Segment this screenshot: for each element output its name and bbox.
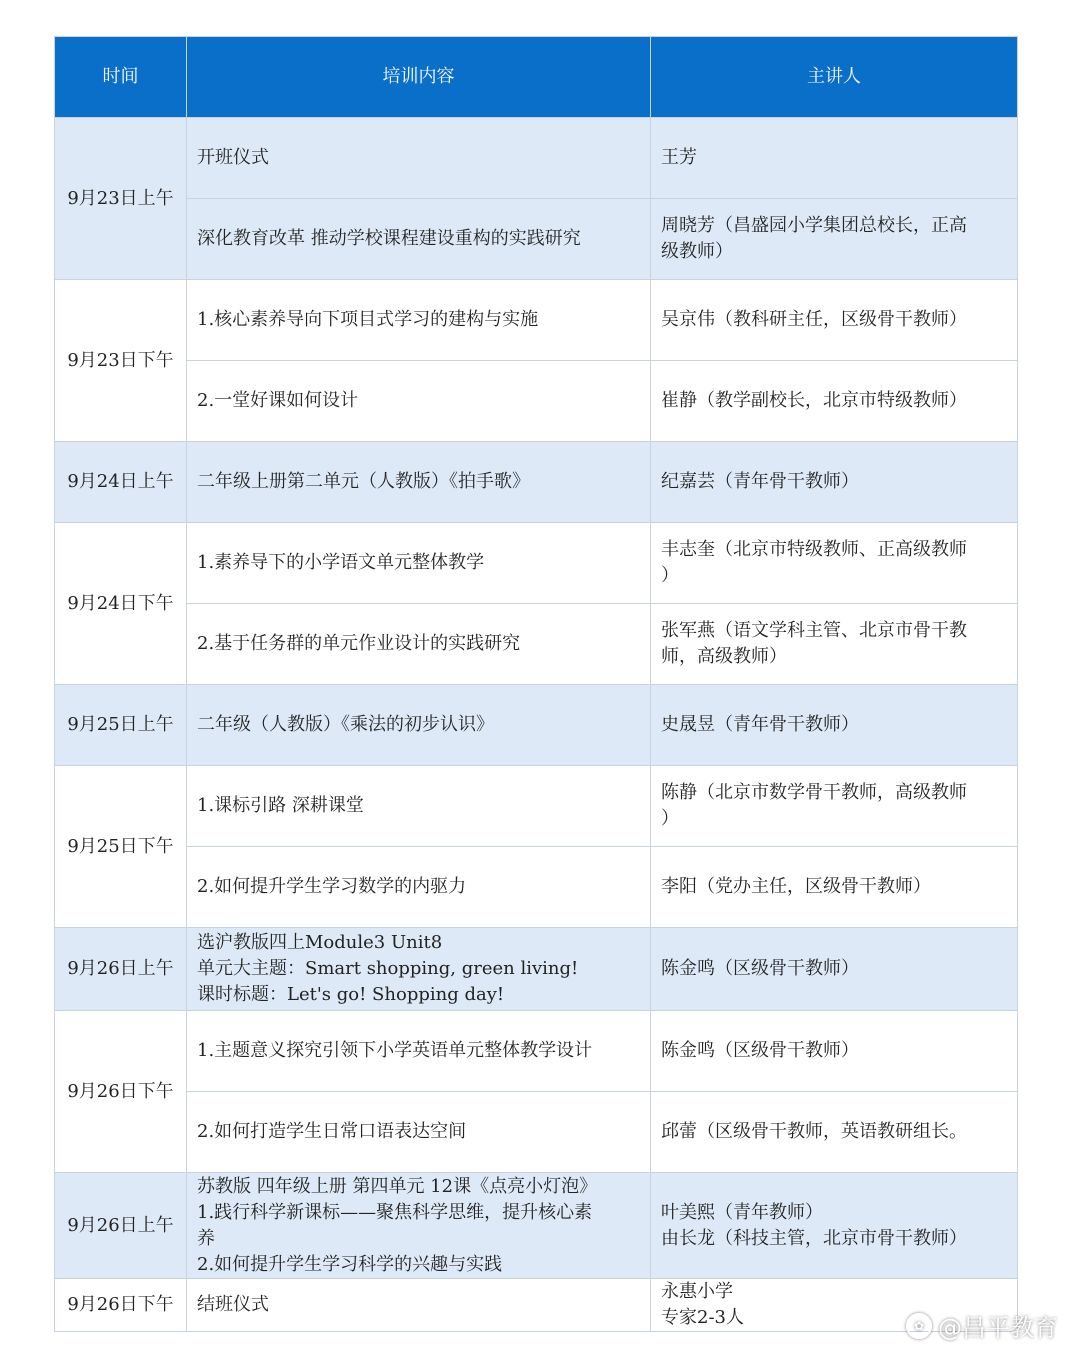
speaker-line: ） — [661, 808, 679, 829]
time-cell: 9月23日下午 — [55, 280, 187, 442]
training-schedule-table — [54, 36, 1018, 1332]
content-cell — [187, 361, 651, 442]
schedule-body — [55, 118, 1018, 1332]
content-line: 单元大主题：Smart shopping, green living! — [197, 958, 579, 979]
content-cell — [187, 766, 651, 847]
header-content: 培训内容 — [187, 37, 651, 118]
content-line: 2.如何提升学生学习数学的内驱力 — [197, 876, 467, 897]
content-line: 课时标题：Let's go! Shopping day! — [197, 984, 505, 1005]
time-cell: 9月23日上午 — [55, 118, 187, 280]
speaker-cell — [651, 523, 1018, 604]
time-cell: 9月26日上午 — [55, 1173, 187, 1279]
speaker-line: 陈静（北京市数学骨干教师，高级教师 — [661, 782, 967, 803]
content-line: 1.核心素养导向下项目式学习的建构与实施 — [197, 309, 539, 330]
content-line: 2.基于任务群的单元作业设计的实践研究 — [197, 633, 521, 654]
speaker-line: 周晓芳（昌盛园小学集团总校长，正高 — [661, 215, 967, 236]
content-cell — [187, 442, 651, 523]
speaker-line: 陈金鸣（区级骨干教师） — [661, 1040, 859, 1061]
table-row — [55, 847, 1018, 928]
content-cell — [187, 199, 651, 280]
flower-logo-icon: ✿ — [906, 1313, 932, 1339]
speaker-line: ） — [661, 565, 679, 586]
speaker-cell — [651, 766, 1018, 847]
speaker-cell — [651, 1011, 1018, 1092]
speaker-cell — [651, 361, 1018, 442]
content-cell — [187, 1011, 651, 1092]
table-row — [55, 199, 1018, 280]
content-cell — [187, 928, 651, 1011]
content-cell — [187, 1279, 651, 1332]
watermark — [906, 1308, 1058, 1343]
header-speaker: 主讲人 — [651, 37, 1018, 118]
speaker-cell — [651, 280, 1018, 361]
speaker-cell — [651, 1092, 1018, 1173]
time-cell: 9月26日下午 — [55, 1011, 187, 1173]
table-row — [55, 118, 1018, 199]
table-row — [55, 280, 1018, 361]
content-line: 苏教版 四年级上册 第四单元 12课《点亮小灯泡》 — [197, 1175, 598, 1197]
table-row — [55, 928, 1018, 1011]
table-row — [55, 1279, 1018, 1332]
content-cell — [187, 280, 651, 361]
speaker-cell — [651, 847, 1018, 928]
speaker-cell — [651, 199, 1018, 280]
content-line: 2.一堂好课如何设计 — [197, 390, 359, 411]
speaker-line: 专家2-3人 — [661, 1307, 744, 1328]
content-line: 选沪教版四上Module3 Unit8 — [197, 932, 443, 953]
table-row — [55, 361, 1018, 442]
table-row — [55, 685, 1018, 766]
time-cell: 9月26日上午 — [55, 928, 187, 1011]
content-line: 1.主题意义探究引领下小学英语单元整体教学设计 — [197, 1040, 593, 1061]
speaker-cell — [651, 442, 1018, 523]
speaker-line: 丰志奎（北京市特级教师、正高级教师 — [661, 539, 967, 560]
table-row — [55, 766, 1018, 847]
speaker-cell — [651, 1173, 1018, 1279]
speaker-line: 纪嘉芸（青年骨干教师） — [661, 471, 859, 492]
content-cell — [187, 523, 651, 604]
speaker-line: 李阳（党办主任，区级骨干教师） — [661, 876, 931, 897]
table-row — [55, 604, 1018, 685]
table-row — [55, 1092, 1018, 1173]
content-line: 深化教育改革 推动学校课程建设重构的实践研究 — [197, 228, 581, 249]
speaker-line: 史晟昱（青年骨干教师） — [661, 714, 859, 735]
content-line: 2.如何提升学生学习科学的兴趣与实践 — [197, 1253, 503, 1275]
content-cell — [187, 118, 651, 199]
content-line: 2.如何打造学生日常口语表达空间 — [197, 1121, 467, 1142]
time-cell: 9月24日上午 — [55, 442, 187, 523]
watermark-text: @昌平教育 — [938, 1314, 1058, 1342]
speaker-cell — [651, 118, 1018, 199]
speaker-cell — [651, 928, 1018, 1011]
content-line: 结班仪式 — [197, 1294, 269, 1315]
time-cell: 9月26日下午 — [55, 1279, 187, 1332]
speaker-cell — [651, 685, 1018, 766]
time-cell: 9月25日下午 — [55, 766, 187, 928]
content-cell — [187, 847, 651, 928]
header-row — [55, 37, 1018, 118]
table-row — [55, 1173, 1018, 1279]
speaker-line: 邱蕾（区级骨干教师，英语教研组长。 — [661, 1121, 967, 1142]
speaker-line: 师，高级教师） — [661, 646, 787, 667]
speaker-line: 由长龙（科技主管，北京市骨干教师） — [661, 1227, 967, 1249]
content-cell — [187, 604, 651, 685]
speaker-line: 张军燕（语文学科主管、北京市骨干教 — [661, 620, 967, 641]
time-cell: 9月24日下午 — [55, 523, 187, 685]
table-row — [55, 1011, 1018, 1092]
header-time: 时间 — [55, 37, 187, 118]
content-cell — [187, 685, 651, 766]
content-line: 开班仪式 — [197, 147, 269, 168]
content-cell — [187, 1092, 651, 1173]
content-line: 1.课标引路 深耕课堂 — [197, 795, 364, 816]
speaker-cell — [651, 604, 1018, 685]
content-line: 1.素养导下的小学语文单元整体教学 — [197, 552, 485, 573]
time-cell: 9月25日上午 — [55, 685, 187, 766]
content-line: 二年级上册第二单元（人教版）《拍手歌》 — [197, 471, 530, 492]
speaker-line: 级教师） — [661, 241, 733, 262]
content-line: 1.践行科学新课标——聚焦科学思维，提升核心素 — [197, 1201, 593, 1223]
speaker-line: 陈金鸣（区级骨干教师） — [661, 958, 859, 979]
table-row — [55, 442, 1018, 523]
speaker-line: 永惠小学 — [661, 1281, 733, 1302]
speaker-line: 吴京伟（教科研主任，区级骨干教师） — [661, 309, 967, 330]
speaker-line: 王芳 — [661, 147, 697, 168]
speaker-line: 叶美熙（青年教师） — [661, 1201, 823, 1223]
table-row — [55, 523, 1018, 604]
content-line: 二年级（人教版）《乘法的初步认识》 — [197, 714, 494, 735]
content-cell — [187, 1173, 651, 1279]
speaker-line: 崔静（教学副校长，北京市特级教师） — [661, 390, 967, 411]
content-line: 养 — [197, 1227, 215, 1249]
